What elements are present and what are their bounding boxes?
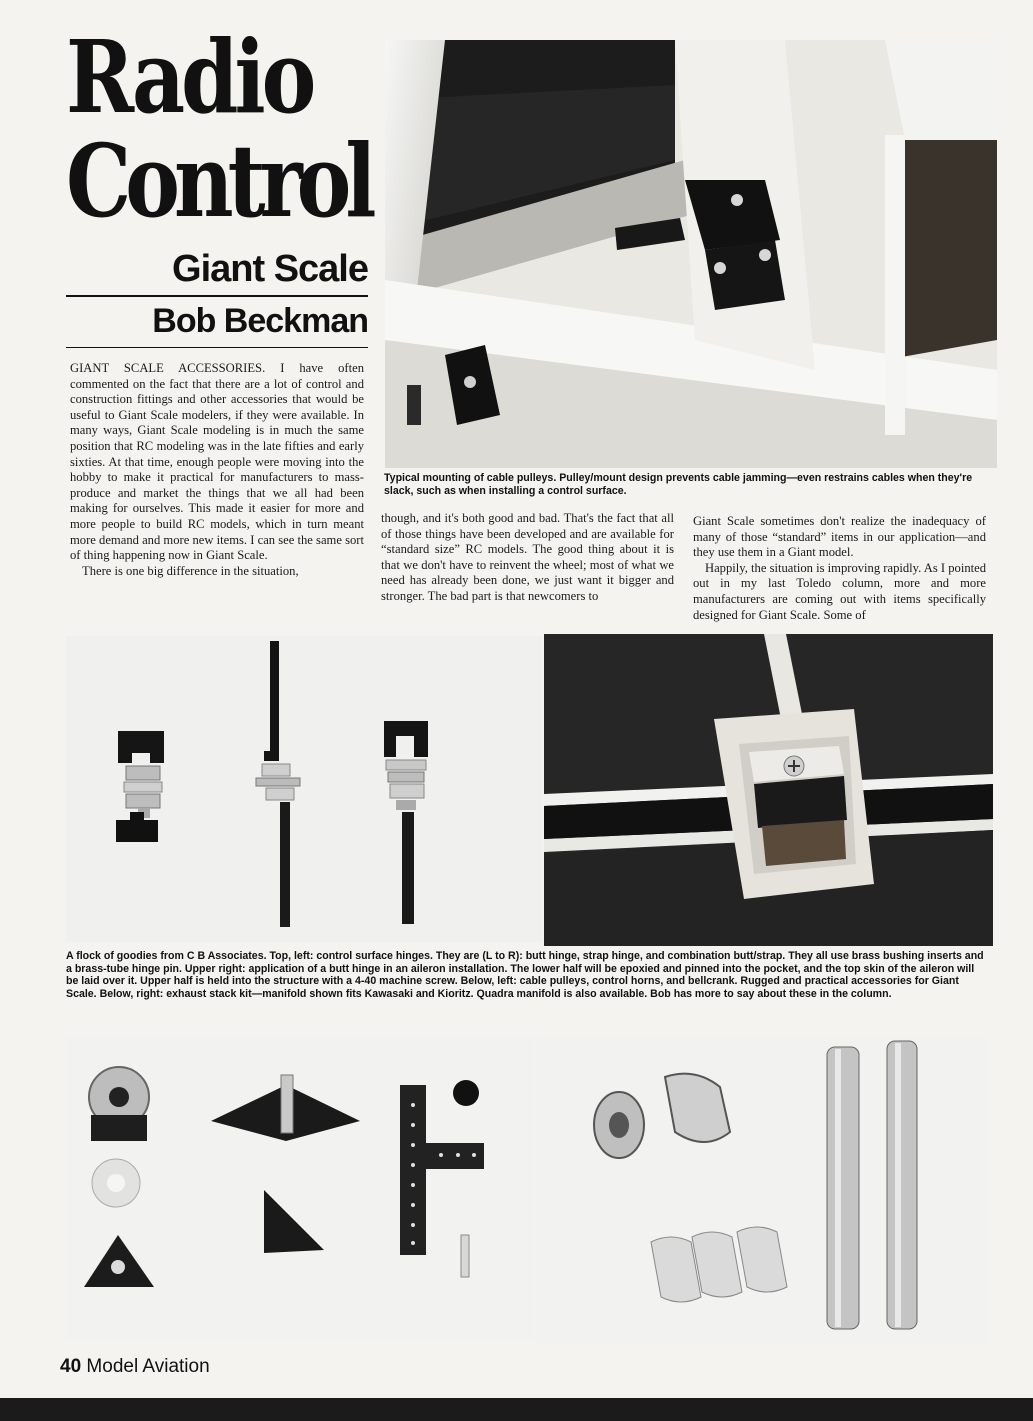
article-column-1 [70,361,364,579]
hinges-photo [66,636,542,942]
article-column-3 [693,514,986,623]
goodies-caption: A flock of goodies from C B Associates. Top, left: control surface hinges. They are (L to R): butt hinge, strap hinge, and combination butt/strap. They all use brass bushing inserts and a brass-tube hinge pin. Upper right: application of a butt hinge in an aileron installation. The lower half will be epoxied and pinned into the pocket, and the top skin of the aileron will be laid over it. Upper half is held into the structure with a 4-40 machine screw. Below, left: cable pulleys, control horns, and bellcrank. Rugged and practical accessories for Giant Scale. Below, right: exhaust stack kit—manifold shown fits Kawasaki and Kioritz. Quadra manifold is also available. Bob has more to say about these in the column. [66,950,984,1000]
exhaust-stack-kit-photo [537,1037,987,1343]
column-subtitle-wrap [66,246,368,292]
pulley-mount-photo [385,40,997,468]
divider-rule [66,347,368,348]
pulley-photo-caption: Typical mounting of cable pulleys. Pulley/mount design prevents cable jamming—even restrains cables when they're slack, such as when installing a control surface. [384,472,973,497]
magazine-name: Model Aviation [86,1356,210,1377]
divider-rule [66,295,368,297]
article-paragraph: I have often commented on the fact that there are a lot of control and construction fittings and other accessories that would be useful to Giant Scale modelers, if they were available. In many ways, Giant Scale modeling is in much the same position that RC modeling was in the late fifties and early sixties. At that time, enough people were moving into the hobby to make it practical for manufacturers to mass-produce and market the things that we all had been making for ourselves. This made it easier for more and more people to build RC models, which in turn meant more demand and more new items. I can see the same sort of thing happening now in Giant Scale. [70,361,364,563]
article-paragraph: though, and it's both good and bad. That's the fact that all of those things have been developed and are available for “standard size” RC models. The good thing about it is that we don't have to reinvent the wheel; most of what we need has already been done, we just want it bigger and stronger. The bad part is that newcomers to [381,511,674,603]
byline-wrap [66,299,368,343]
column-title-radio: Radio [66,19,313,137]
page-folio [60,1356,210,1378]
article-paragraph: Giant Scale sometimes don't realize the inadequacy of many of those “standard” items in our application—and they use them in a Giant model. [693,514,986,560]
column-subtitle: Giant Scale [172,248,368,290]
article-lead-in: GIANT SCALE ACCESSORIES. [70,361,266,375]
article-paragraph: There is one big difference in the situation, [82,563,299,578]
article-column-2 [381,511,674,605]
aileron-hinge-photo [544,634,993,946]
article-paragraph: Happily, the situation is improving rapidly. As I pointed out in my last Toledo column, more and more manufacturers are coming out with items specifically designed for Giant Scale. Some of [693,560,986,622]
pulleys-horns-bellcrank-photo [66,1035,534,1341]
page-number: 40 [60,1356,82,1377]
author-byline: Bob Beckman [152,302,368,340]
column-title-control: Control [66,123,371,241]
